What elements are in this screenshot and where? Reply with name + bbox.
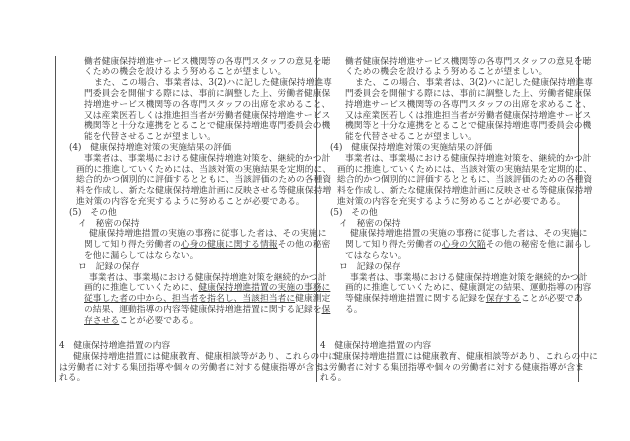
text-line: [59, 373, 85, 384]
section-heading: [339, 219, 401, 230]
text-segment: ロ 記録の保存: [339, 261, 401, 272]
text-line: [76, 165, 331, 176]
text-segment: 健康保持増進措置の実施の事務に従事した者は、その実施に: [350, 229, 588, 240]
text-line: [76, 186, 331, 197]
text-line: [84, 154, 330, 165]
text-segment: 関して知り得た労働者の: [84, 240, 181, 251]
text-segment: 総合的かつ個別的に評価するとともに、当該評価のための各種資: [337, 175, 593, 186]
underlined-text: 心身の欠陥: [441, 240, 486, 251]
text-line: [84, 132, 216, 143]
text-segment: 画的に推進していくためには、当該対策の実施結果を定期的に、: [76, 164, 332, 175]
text-line: [337, 175, 592, 186]
text-line: [84, 89, 330, 100]
text-segment: 事業者は、事業場における健康保持増進対策を継続的かつ計: [350, 272, 588, 283]
text-segment: 画的に推進していくためには、当該対策の実施結果を定期的に、: [337, 164, 593, 175]
text-line: [59, 363, 323, 374]
text-segment: 持増進サービス機関等の各専門スタッフの出席を求めること、: [345, 99, 592, 110]
text-segment: 能を代替させることが望ましい。: [345, 132, 477, 143]
comparison-column-revised: [55, 56, 337, 384]
text-segment: (4) 健康保持増進対策の実施結果の評価: [330, 142, 493, 153]
comparison-column-current: [316, 56, 598, 384]
text-line: [345, 294, 583, 305]
text-segment: ことが必要であ: [520, 294, 583, 305]
section-heading: [78, 262, 140, 273]
text-line: [76, 175, 331, 186]
text-segment: その他の秘密: [277, 240, 331, 251]
text-segment: る。: [345, 304, 363, 315]
text-line: [84, 67, 286, 78]
text-line: [84, 305, 330, 316]
section-heading: [78, 219, 140, 230]
text-segment: は労働者に対する集団指導や個々の労働者に対する健康指導が含ま: [59, 362, 323, 373]
text-line: [337, 165, 592, 176]
text-segment: 関して知り得た労働者の: [345, 240, 442, 251]
text-line: [84, 316, 198, 327]
text-segment: てはならない。: [345, 250, 407, 261]
text-line: [84, 111, 330, 122]
text-segment: を他に漏らしてはならない。: [84, 250, 199, 261]
text-segment: 画的に推進していくために、: [84, 283, 199, 294]
text-line: [345, 132, 477, 143]
text-segment: その他の秘密を他に漏らし: [485, 240, 592, 251]
text-line: [320, 373, 346, 384]
text-segment: 4 健康保持増進措置の内容: [59, 341, 171, 351]
text-segment: また、この場合、事業者は、3(2)ハに記した健康保持増進専: [94, 78, 332, 89]
text-segment: 総合的かつ個別的に評価するとともに、当該評価のための各種資: [76, 175, 332, 186]
text-segment: 料を作成し、新たな健康保持増進計画に反映させる等健康保持増: [337, 186, 593, 197]
text-segment: (5) その他: [330, 207, 378, 218]
underlined-text: 心身の健康に関する情報: [180, 240, 278, 251]
text-segment: 画的に推進していくために、健康測定の結果、運動指導の内容: [345, 283, 592, 294]
text-line: [345, 283, 591, 294]
text-segment: 機関等と十分な連携をとることで健康保持増進専門委員会の機: [345, 121, 592, 132]
text-line: [84, 100, 330, 111]
text-segment: 又は産業医若しくは推進担当者が労働者健康保持増進サービス: [84, 110, 331, 121]
text-segment: 事業者は、事業場における健康保持増進対策を、継続的かつ計: [345, 153, 592, 164]
text-line: [76, 197, 305, 208]
text-line: [84, 283, 330, 294]
text-line: [84, 240, 330, 251]
text-segment: 進対策の内容を充実するように努めることが必要である。: [76, 196, 305, 207]
text-segment: 機関等と十分な連携をとることで健康保持増進専門委員会の機: [84, 121, 331, 132]
text-segment: 料を作成し、新たな健康保持増進計画に反映させる等健康保持増: [76, 186, 332, 197]
text-line: [345, 251, 407, 262]
section-heading: [69, 143, 231, 154]
text-line: [355, 78, 593, 89]
text-segment: 働者健康保持増進サービス機関等の各専門スタッフの意見を聴: [345, 56, 592, 67]
text-line: [345, 100, 591, 111]
section-heading: [339, 262, 401, 273]
text-segment: 健康保持増進措置には健康教育、健康相談等があり、これらの中に: [334, 351, 598, 362]
text-line: [84, 57, 330, 68]
text-line: [334, 352, 598, 363]
text-segment: (4) 健康保持増進対策の実施結果の評価: [69, 142, 232, 153]
text-segment: ことが必要である。: [119, 315, 199, 326]
text-line: [345, 111, 591, 122]
text-line: [345, 305, 363, 316]
text-line: [73, 352, 337, 363]
section-heading: [330, 143, 492, 154]
text-segment: 門委員会を開催する際には、事前に調整した上、労働者健康保: [345, 88, 592, 99]
section-heading: [330, 208, 378, 219]
text-segment: イ 秘密の保持: [339, 218, 401, 229]
section-heading: [59, 341, 170, 352]
text-line: [337, 197, 566, 208]
text-segment: 事業者は、事業場における健康保持増進対策を、継続的かつ計: [84, 153, 331, 164]
text-line: [94, 78, 332, 89]
text-line: [345, 121, 591, 132]
text-segment: 4 健康保持増進措置の内容: [320, 341, 432, 351]
text-segment: 進対策の内容を充実するように努めることが必要である。: [337, 196, 566, 207]
section-heading: [69, 208, 117, 219]
text-segment: くための機会を設けるよう努めることが望ましい。: [84, 67, 287, 78]
text-line: [84, 121, 330, 132]
text-segment: 等健康保持増進措置に関する記録を: [345, 294, 486, 305]
section-heading: [320, 341, 431, 352]
text-line: [84, 294, 330, 305]
text-segment: また、この場合、事業者は、3(2)ハに記した健康保持増進専: [355, 78, 593, 89]
underlined-text: 存させる: [84, 315, 120, 326]
text-line: [337, 186, 592, 197]
underlined-text: 従事した者の中から、担当者を指名し、当該担当者に: [84, 294, 296, 305]
text-line: [350, 273, 588, 284]
text-segment: 健康保持増進措置の実施の事務に従事した者は、その実施に: [89, 229, 327, 240]
text-segment: 又は産業医若しくは推進担当者が労働者健康保持増進サービス: [345, 110, 592, 121]
text-line: [345, 89, 591, 100]
text-line: [345, 67, 547, 78]
underlined-text: 保: [321, 304, 331, 315]
text-segment: くための機会を設けるよう努めることが望ましい。: [345, 67, 548, 78]
text-segment: 働者健康保持増進サービス機関等の各専門スタッフの意見を聴: [84, 56, 331, 67]
text-line: [84, 251, 198, 262]
text-segment: (5) その他: [69, 207, 117, 218]
underlined-text: 保存する: [485, 294, 521, 305]
text-line: [345, 57, 591, 68]
text-line: [345, 154, 591, 165]
text-line: [350, 229, 588, 240]
text-line: [89, 229, 327, 240]
text-segment: 能を代替させることが望ましい。: [84, 132, 216, 143]
text-line: [345, 240, 591, 251]
text-segment: ロ 記録の保存: [78, 261, 140, 272]
text-segment: れる。: [59, 373, 86, 384]
text-segment: 持増進サービス機関等の各専門スタッフの出席を求めること、: [84, 99, 331, 110]
text-segment: れる。: [320, 373, 347, 384]
text-segment: 健康測定: [295, 294, 331, 305]
text-line: [89, 273, 327, 284]
text-segment: 健康保持増進措置には健康教育、健康相談等があり、これらの中に: [73, 351, 337, 362]
underlined-text: 健康保持増進措置の実施の事務に: [198, 283, 331, 294]
text-segment: イ 秘密の保持: [78, 218, 140, 229]
text-line: [320, 363, 584, 374]
text-segment: 門委員会を開催する際には、事前に調整した上、労働者健康保: [84, 88, 331, 99]
text-segment: は労働者に対する集団指導や個々の労働者に対する健康指導が含ま: [320, 362, 584, 373]
text-segment: の結果、運動指導の内容等健康保持増進措置に関する記録を: [84, 304, 322, 315]
text-segment: 事業者は、事業場における健康保持増進対策を継続的かつ計: [89, 272, 327, 283]
